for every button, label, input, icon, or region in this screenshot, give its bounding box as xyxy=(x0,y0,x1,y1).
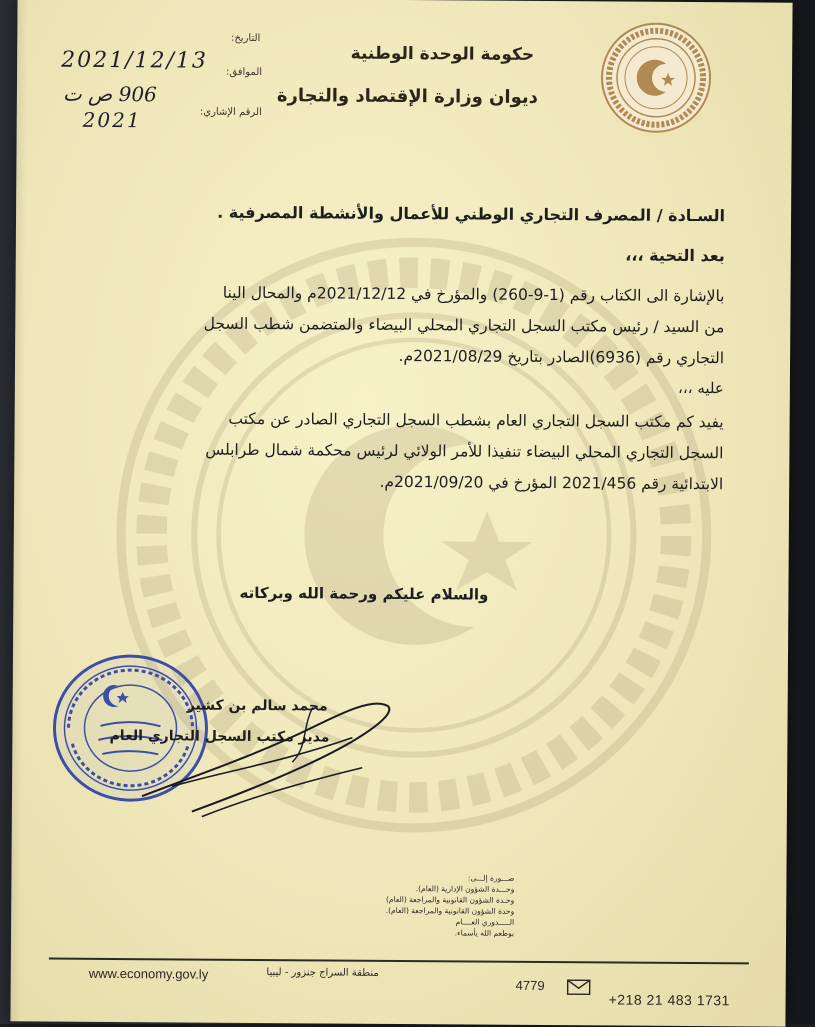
paragraph-reference xyxy=(74,277,725,375)
government-title: حكومة الوحدة الوطنية xyxy=(350,43,535,65)
copies-to-list xyxy=(386,872,515,939)
closing-salutation: والسلام عليكم ورحمة الله وبركاته xyxy=(239,583,489,604)
reference-label: الرقم الإشاري: xyxy=(199,106,262,119)
copies-line: بوطعم الله يأسماء. xyxy=(454,928,515,938)
copies-line: وحدة الشؤون القانونية والمراجعة (العام). xyxy=(385,905,515,916)
ministry-title: ديوان وزارة الإقتصاد والتجارة xyxy=(276,85,538,108)
handwritten-reference-year: 2021 xyxy=(82,107,142,133)
paragraph-line: من السيد / رئيس مكتب السجل التجاري المحلي البيضاء والمتضمن شطب السجل xyxy=(203,314,725,337)
copies-line: الـــــدوري العــــام xyxy=(455,917,515,927)
handwritten-signature xyxy=(132,676,403,828)
paragraph-line: بالإشارة الى الكتاب رقم (1-9-260) والمؤرخ في 2021/12/12م والمحال الينا xyxy=(222,283,725,306)
corresponding-label: الموافق: xyxy=(225,66,263,79)
therefore-line: عليه ،،، xyxy=(678,378,724,398)
handwritten-reference-code: 906 ص ت xyxy=(62,81,157,107)
copies-line: وحـدة الشؤون القانونية والمراجعة (العام) xyxy=(385,894,515,905)
handwritten-date: 2021/12/13 xyxy=(61,47,209,74)
footer-po-box: 4779 xyxy=(515,977,545,994)
paragraph-line: الابتدائية رقم 2021/456 المؤرخ في 2021/09/20م. xyxy=(379,472,724,494)
paragraph-line: السجل التجاري المحلي البيضاء تنفيذا للأمر الولائي لرئيس محكمة شمال طرابلس xyxy=(205,440,724,463)
copies-line: صـــورة إلـــى: xyxy=(467,873,515,883)
footer-phone: +218 21 483 1731 xyxy=(608,991,730,1009)
paragraph-decision xyxy=(73,403,724,501)
recipient-line: السـادة / المصرف التجاري الوطني للأعمال والأنشطة المصرفية . xyxy=(217,202,726,226)
paragraph-line: يفيد كم مكتب السجل التجاري العام بشطب السجل التجاري الصادر عن مكتب xyxy=(228,409,724,432)
letter-page xyxy=(10,0,792,1027)
footer-website: www.economy.gov.ly xyxy=(88,965,209,982)
footer-divider xyxy=(49,958,749,965)
footer-address: منطقة السراج جنزور - ليبيا xyxy=(266,967,379,979)
copies-line: وحـــدة الشؤون الإدارية (العام). xyxy=(415,884,515,894)
signatory-title: مدير مكتب السجل التجاري العام xyxy=(109,727,330,746)
paragraph-line: التجاري رقم (6936)الصادر بتاريخ 2021/08/29م. xyxy=(398,346,725,368)
mail-icon xyxy=(567,979,591,995)
date-label: التاريخ: xyxy=(230,32,261,45)
greeting: بعد التحية ،،، xyxy=(625,245,725,266)
signatory-name: محمد سالم بن كشير xyxy=(186,697,328,715)
libya-emblem-icon xyxy=(600,21,713,134)
